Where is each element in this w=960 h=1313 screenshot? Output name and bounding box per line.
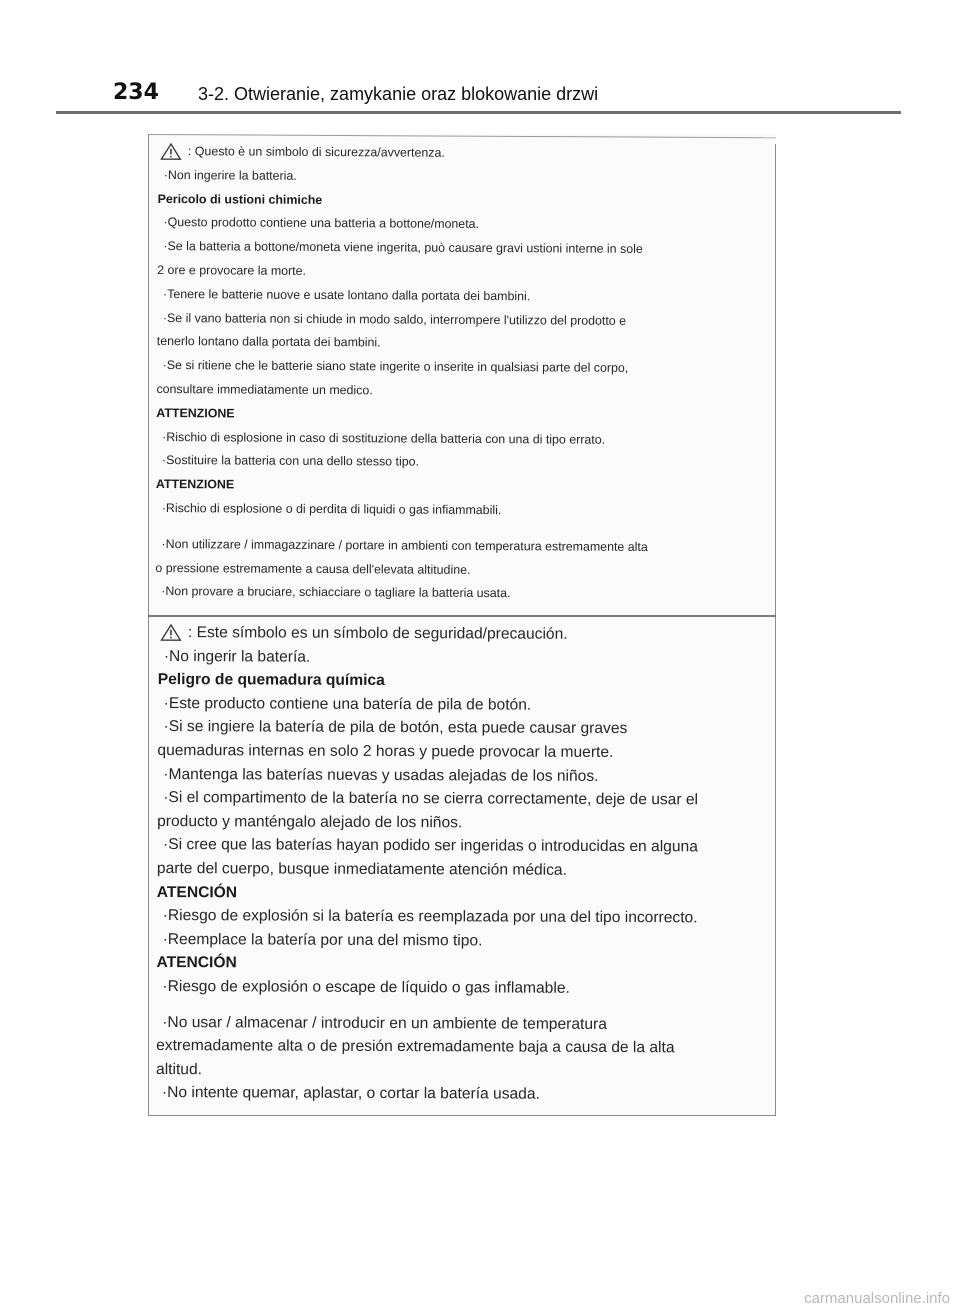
bullet-item: · Riesgo de explosión o escape de líquido o gas inflamable. [162, 975, 762, 1001]
section-heading: Peligro de quemadura química [157, 671, 385, 690]
page-number: 234 [113, 80, 159, 105]
section-heading: ATENCIÓN [156, 883, 238, 901]
italian-panel [155, 140, 764, 608]
bullet-item: · No usar / almacenar / introducir en un ambiente de temperatura [162, 1011, 762, 1037]
text-line: quemaduras internas en solo 2 horas y puede provocar la muerte. [157, 741, 614, 761]
spanish-warning-line [158, 621, 764, 647]
bullet-item: · Se si ritiene che le batterie siano state ingerite o inserite in qualsiasi parte del corpo, [163, 354, 763, 381]
spanish-warning-text: : Este símbolo es un símbolo de seguridad/precaución. [187, 624, 568, 643]
text-line: consultare immediatamente un medico. [156, 381, 373, 398]
page-header [0, 0, 960, 120]
section-heading: ATTENZIONE [155, 477, 235, 492]
warning-triangle-icon [160, 624, 182, 641]
bullet-item: · No intente quemar, aplastar, o cortar la batería usada. [162, 1081, 762, 1107]
text-line: producto y manténgalo alejado de los niños. [157, 812, 463, 832]
text-line: extremadamente alta o de presión extremadamente baja a causa de la alta [156, 1037, 675, 1057]
bullet-item: · Non ingerire la batteria. [164, 164, 764, 191]
italian-warning-text: : Questo è un simbolo di sicurezza/avvertenza. [187, 144, 445, 160]
spanish-lines [156, 645, 764, 1108]
warning-triangle-icon [160, 143, 182, 160]
frame-right [775, 144, 776, 1116]
section-heading: ATTENZIONE [156, 405, 235, 421]
bullet-item: · Rischio di esplosione in caso di sostituzione della batteria con una di tipo errato. [162, 426, 762, 453]
text-line: o pressione estremamente a causa dell'elevata altitudine. [155, 560, 471, 577]
bullet-item: · Se la batteria a bottone/moneta viene ingerita, può causare gravi ustioni interne in sole [163, 235, 763, 262]
section-title: 3-2. Otwieranie, zamykanie oraz blokowanie drzwi [198, 84, 599, 104]
bullet-item: · Si el compartimento de la batería no se cierra correctamente, deje de usar el [163, 786, 763, 812]
bullet-item: · Mantenga las baterías nuevas y usadas alejadas de los niños. [163, 763, 763, 789]
spanish-panel [156, 621, 764, 1108]
bullet-item: · Riesgo de explosión si la batería es reemplazada por una del tipo incorrecto. [163, 904, 763, 930]
bullet-item: · Se il vano batteria non si chiude in modo saldo, interrompere l'utilizzo del prodotto e [163, 307, 763, 334]
section-heading: Pericolo di ustioni chimiche [157, 191, 323, 207]
bullet-item: · Rischio di esplosione o di perdita di liquidi o gas infiammabili. [162, 497, 762, 524]
watermark: carmanualsonline.info [804, 1290, 950, 1307]
bullet-item: · Tenere le batterie nuove e usate lontano dalla portata dei bambini. [163, 283, 763, 310]
text-line: 2 ore e provocare la morte. [157, 262, 307, 278]
scanned-warning-sheet [148, 134, 776, 1116]
header-rule [56, 111, 901, 114]
frame-top [148, 134, 776, 138]
bullet-item: · Questo prodotto contiene una batteria a bottone/moneta. [163, 211, 763, 238]
bullet-item: · Non utilizzare / immagazzinare / portare in ambienti con temperatura estremamente alta [161, 533, 761, 560]
bullet-item: · Si se ingiere la batería de pila de botón, esta puede causar graves [163, 715, 763, 741]
italian-warning-line [158, 140, 764, 167]
bullet-item: · Non provare a bruciare, schiacciare o tagliare la batteria usata. [161, 580, 761, 607]
bullet-item: · Si cree que las baterías hayan podido ser ingeridas o introducidas en alguna [163, 833, 763, 859]
bullet-item: · No ingerir la batería. [164, 645, 764, 671]
italian-lines [155, 164, 764, 608]
frame-bottom [148, 1115, 776, 1116]
text-line: parte del cuerpo, busque inmediatamente atención médica. [156, 859, 567, 879]
section-heading: ATENCIÓN [156, 954, 237, 972]
text-line: tenerlo lontano dalla portata dei bambini. [156, 334, 381, 350]
bullet-item: · Reemplace la batería por una del mismo tipo. [163, 928, 763, 954]
text-line: altitud. [156, 1060, 203, 1078]
bullet-item: · Sostituire la batteria con una dello stesso tipo. [162, 449, 762, 476]
bullet-item: · Este producto contiene una batería de pila de botón. [164, 692, 764, 718]
frame-left [148, 134, 149, 1116]
panel-divider [148, 615, 776, 617]
